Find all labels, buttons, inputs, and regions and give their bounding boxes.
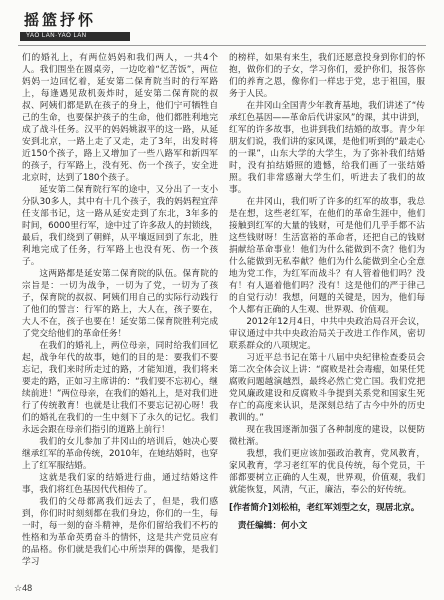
article-column-right — [229, 52, 425, 576]
section-header — [20, 10, 130, 41]
article-paragraph: 这就是我们家的结婚进行曲，通过结婚这件事，我们将红色基因代代相传了。 — [22, 473, 218, 495]
star-icon: ☆ — [14, 583, 23, 593]
section-subtitle-bar: YAO LAN·YAO LAN — [20, 32, 130, 41]
article-column-left — [22, 52, 218, 576]
article-paragraph: 我想，我们更应该加强政治教育，党风教育，家风教育，学习老红军的优良传统，每个党员，干部都要树立正确的人生观，世界观，价值观，我们就能恢复，风清，气正，廉洁，奉公的好传统。 — [229, 449, 425, 495]
responsible-editor: 责任编辑：何小文 — [237, 521, 308, 531]
article-paragraph: 现在我国逐渐加强了各种制度的建设，以便防微杜渐。 — [229, 425, 425, 447]
article-paragraph: 在我们的婚礼上，两位母亲，同时给我们回忆起，战争年代的故事，她们的目的是：要我们不要忘记，我们来时所走过的路，才能知道，我们将来要走的路，正如习主席讲的：“我们要不忘初心，继续前进！”两位母亲，在我们的婚礼上，是对我们进行了传统教育！也就是让我们不要忘记初心呀！我们的婚礼在我们的一生中刻下了永久的记忆。我们永远会跟在母亲们指引的道路上前行！ — [22, 341, 218, 435]
author-bio — [229, 502, 425, 514]
article-paragraph: 2012年12月4日，中共中央政治局召开会议，审议通过中共中央政治局关于改进工作作风，密切联系群众的八项规定。 — [229, 317, 425, 351]
article-paragraph: 习近平总书记在第十八届中央纪律检查委员会第二次全体会议上讲：“腐败是社会毒瘤，如果任凭腐败问题越演越烈，最终必然亡党亡国。我们党把党风廉政建设和反腐败斗争提到关系党和国家生死存亡的高度来认识，是深刻总结了古今中外的历史教训的。” — [229, 353, 425, 423]
author-bio-label: [作者简介] — [229, 503, 272, 513]
article-paragraph: 在井冈山全国青少年教育基地，我们讲述了“传承红色基因——革命后代讲家风”的课，其中讲到，红军的许多故事，也讲到我们结婚的故事。青少年朋友们说，我们讲的家风课，是他们听到的“最走心的一课”，山东大学的大学生，为了弥补我们结婚时，没有拍结婚照的遗憾，给我们画了一张结婚照。我们非常感谢大学生们，听进去了我们的故事。 — [229, 101, 425, 195]
article-paragraph: 这两路都是延安第二保育院的队伍。保育院的宗旨是：一切为战争，一切为了党，一切为了孩子，保育院的叔叔、阿姨们用自己的实际行动践行了他们的誓言：行军的路上，大人在，孩子要在，大人不在，孩子也要在！延安第二保育院胜利完成了党交给他们的革命任务！ — [22, 269, 218, 339]
header-divider — [18, 45, 426, 46]
article-paragraph: 我们的女儿参加了井冈山的培训后，她决心要继承红军的革命传统，2010年，在她结婚时，也穿上了红军服结婚。 — [22, 437, 218, 471]
article-paragraph: 在井冈山，我们听了许多的红军的故事，我总是在想，这些老红军，在他们的革命生涯中，他们接触到红军的大量的钱财，可是他们几乎手都不沾这些钱财呀！生活富裕的革命者，还把自己的钱财捐献给革命事业！他们为什么能做到不贪？他们为什么能做到无私奉献？他们为什么能做到全心全意地为党工作，为红军而战斗？有人管着他们吗？没有！有人逼着他们吗？没有！这是他们的严于律己的自觉行动！我想，问题的关键是，因为，他们每个人都有正确的人生观、世界观、价值观。 — [229, 197, 425, 315]
article-paragraph: 的榜样，如果有来生，我们还愿意投身到你们的怀抱，做你们的子女，学习你们，爱护你们，报答你们的养育之恩，像你们一样忠于党，忠于祖国，服务于人民。 — [229, 53, 425, 99]
section-title: 摇篮抒怀 — [24, 11, 97, 29]
article-paragraph: 延安第二保育院行军的途中，又分出了一支小分队30多人，其中有十几个孩子，我的妈妈程宜萍任支部书记，这一路从延安走到了东北，3年多的时间，6000里行军，途中过了许多敌人的封锁线，最后，我们绕到了朝鲜，从平壤返回到了东北，胜利地完成了任务，行军路上也没有死、伤一个孩子。 — [22, 185, 218, 267]
author-bio-text: 刘松柏，老红军刘型之女，现居北京。 — [271, 503, 420, 513]
article-paragraph: 我们的父母都离我们远去了，但是，我们感到，你们时时刻刻都在我们身边，你们的一生，每一时，每一刻的奋斗精神，是你们留给我们不朽的性格和为革命英勇奋斗的情怀，这是共产党员应有的品格。你们就是我们心中所崇拜的偶像，是我们学习 — [22, 497, 218, 567]
page-number: 48 — [22, 583, 33, 593]
page-footer — [14, 582, 32, 594]
article-paragraph: 们的婚礼上，有两位妈妈和我们两人，一共4个人。我们围坐在圆桌旁，一边吃着“忆苦饭”，两位妈妈一边回忆着，延安第二保育院当时的行军路上，每逢遇见敌机轰炸时，延安第二保育院的叔叔、阿姨们都是趴在孩子的身上，他们宁可牺牲自己的生命，也要保护孩子的生命，他们都胜利地完成了战斗任务。汉平的妈妈姚淑平的这一路，从延安到北京，一路上走了又走，走了3年，出发时将近150个孩子，路上又增加了一些八路军和新四军的孩子，行军路上，没有死、伤一个孩子，安全进北京时，达到了180个孩子。 — [22, 53, 218, 183]
